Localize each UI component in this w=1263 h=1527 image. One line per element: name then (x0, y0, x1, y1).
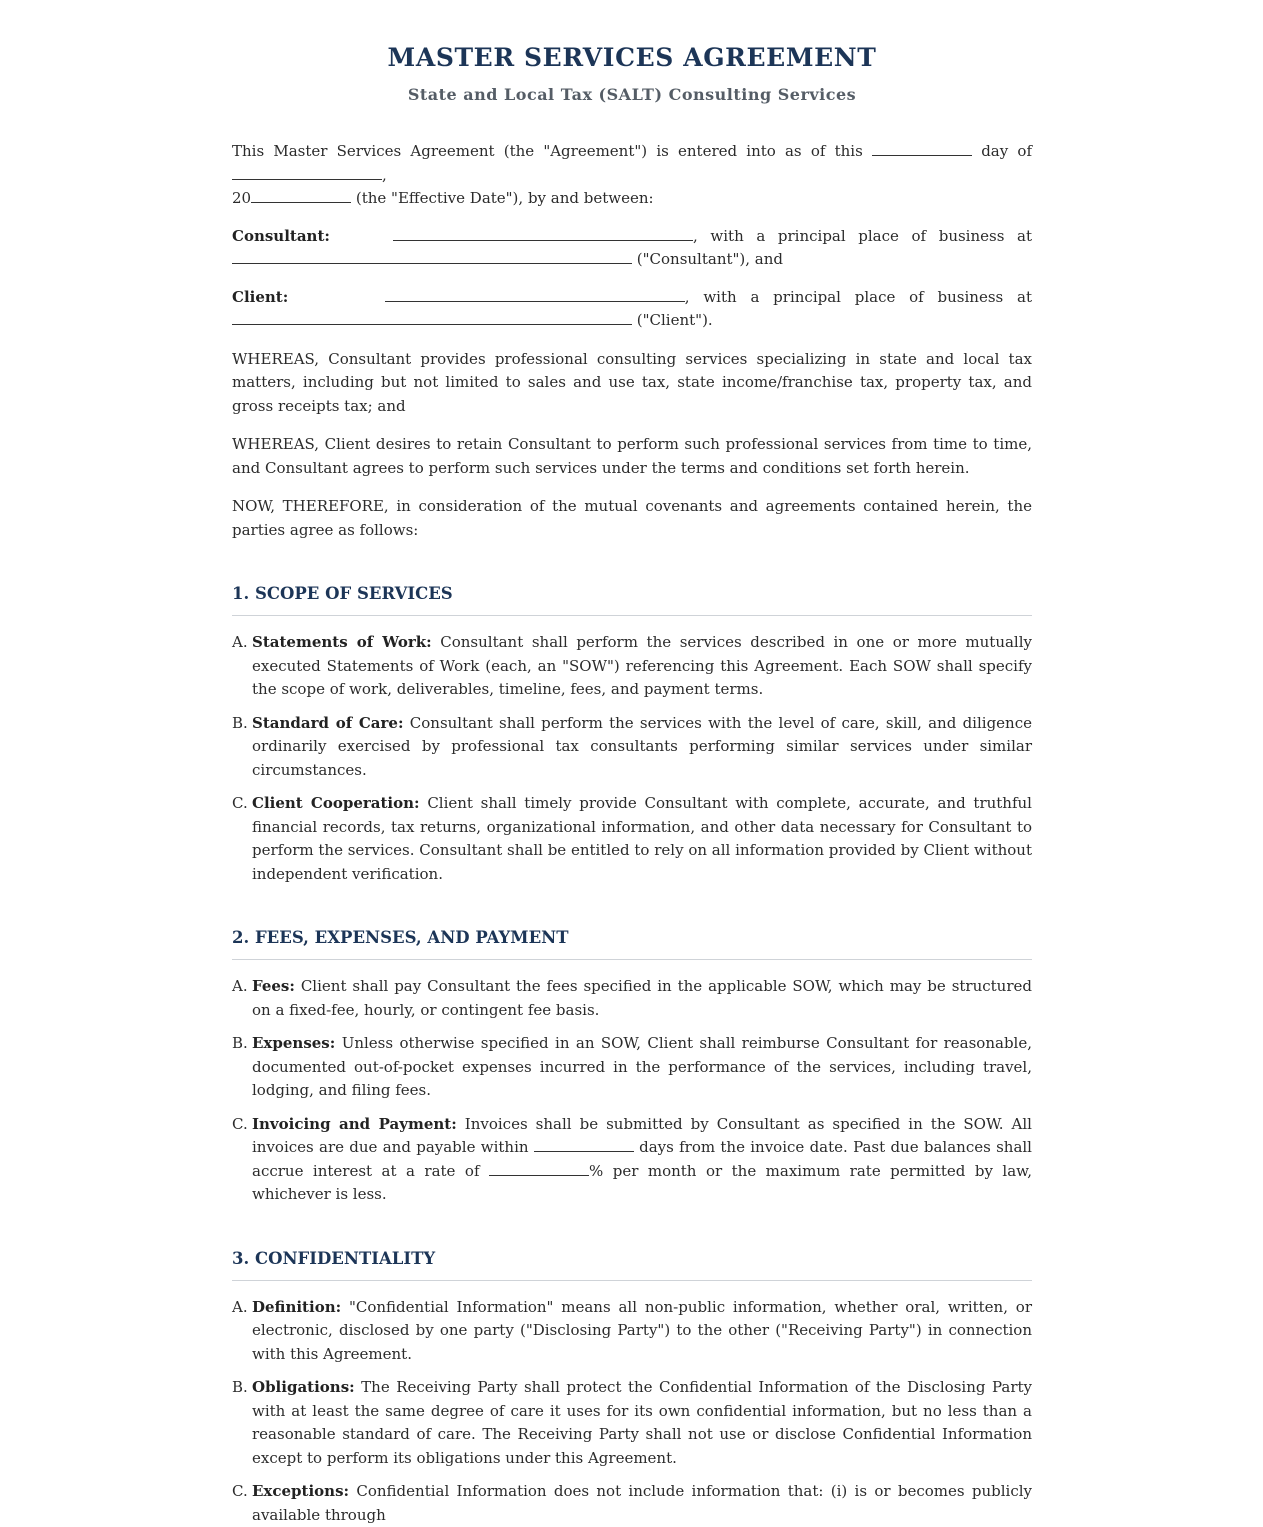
clause-letter: A. (232, 975, 248, 999)
clause-term: Statements of Work: (252, 633, 432, 651)
section-heading: 2. FEES, EXPENSES, AND PAYMENT (232, 926, 1032, 960)
clause-text: days from the invoice date. Past due balances shall accrue interest at a rate of (252, 1138, 1032, 1180)
consultant-party (232, 225, 1032, 272)
clause-text: "Confidential Information" means all non-public information, whether oral, written, or electronic, disclosed by one party ("Disclosing Party") to the other ("Receiving Party") in connection with this Agreement. (252, 1298, 1032, 1363)
intro-text: day of (981, 142, 1032, 160)
intro-text: This Master Services Agreement (the "Agreement") is entered into as of this (232, 142, 863, 160)
clause-item (232, 975, 1032, 1022)
clause-text: Invoices shall be submitted by Consultant as specified in the SOW. All invoices are due and payable within (252, 1115, 1032, 1157)
consultant-label: Consultant: (232, 227, 330, 245)
clause-text: Client shall timely provide Consultant with complete, accurate, and truthful financial records, tax returns, organizational information, and other data necessary for Consultant to perform the services. Consultant shall be entitled to rely on all information provided by Client without independent verification. (252, 794, 1032, 883)
clause-list (232, 1296, 1032, 1527)
clause-term: Standard of Care: (252, 714, 404, 732)
clause-term: Fees: (252, 977, 295, 995)
clause-item (232, 1376, 1032, 1470)
clause-item (232, 631, 1032, 702)
recital-paragraph: WHEREAS, Consultant provides professional consulting services specializing in state and local tax matters, including but not limited to sales and use tax, state income/franchise tax, property tax, and gross receipts tax; and (232, 348, 1032, 419)
client-address-blank (232, 310, 632, 325)
clause-item (232, 1296, 1032, 1367)
clause-text: Client shall pay Consultant the fees specified in the applicable SOW, which may be structured on a fixed-fee, hourly, or contingent fee basis. (252, 977, 1032, 1019)
consultant-name-blank (393, 226, 693, 241)
clause-item (232, 792, 1032, 886)
clause-text: The Receiving Party shall protect the Confidential Information of the Disclosing Party with at least the same degree of care it uses for its own confidential information, but no less than a reasonable standard of care. The Receiving Party shall not use or disclose Confidential Information except to perform its obligations under this Agreement. (252, 1378, 1032, 1467)
consultant-address-blank (232, 249, 632, 264)
recital-paragraph: NOW, THEREFORE, in consideration of the mutual covenants and agreements contained herein, the parties agree as follows: (232, 495, 1032, 542)
clause-text: Unless otherwise specified in an SOW, Client shall reimburse Consultant for reasonable, documented out-of-pocket expenses incurred in the performance of the services, including travel, lodging, and filing fees. (252, 1034, 1032, 1099)
clause-item (232, 1032, 1032, 1103)
section-heading: 3. CONFIDENTIALITY (232, 1247, 1032, 1281)
clause-letter: A. (232, 1296, 248, 1320)
intro-text: 20 (232, 189, 251, 207)
client-label: Client: (232, 288, 288, 306)
clause-term: Expenses: (252, 1034, 335, 1052)
clause-term: Client Cooperation: (252, 794, 420, 812)
client-name-blank (385, 287, 685, 302)
consultant-text: , with a principal place of business at (693, 227, 1032, 245)
clause-text: % per month or the maximum rate permitted by law, whichever is less. (252, 1162, 1032, 1204)
clause-text: Consultant shall perform the services described in one or more mutually executed Statements of Work (each, an "SOW") referencing this Agreement. Each SOW shall specify the scope of work, deliverables, timeline, fees, and payment terms. (252, 633, 1032, 698)
clause-item (232, 712, 1032, 783)
clause-text: Confidential Information does not include information that: (i) is or becomes publicly available through (252, 1482, 1032, 1524)
recital-paragraph: WHEREAS, Client desires to retain Consultant to perform such professional services from time to time, and Consultant agrees to perform such services under the terms and conditions set forth herein. (232, 433, 1032, 480)
clause-term: Obligations: (252, 1378, 355, 1396)
client-text: ("Client"). (637, 311, 713, 329)
agreement-page (232, 0, 1032, 1527)
day-blank (872, 141, 972, 156)
intro-text: (the "Effective Date"), by and between: (356, 189, 654, 207)
year-blank (251, 188, 351, 203)
month-blank (232, 165, 382, 180)
clause-item (232, 1480, 1032, 1527)
client-party (232, 286, 1032, 333)
document-subtitle: State and Local Tax (SALT) Consulting Services (232, 84, 1032, 106)
payment-days-blank (534, 1137, 634, 1152)
clause-term: Definition: (252, 1298, 341, 1316)
clause-letter: C. (232, 792, 248, 816)
section-heading: 1. SCOPE OF SERVICES (232, 582, 1032, 616)
clause-term: Exceptions: (252, 1482, 349, 1500)
clause-list (232, 975, 1032, 1207)
clause-letter: B. (232, 1376, 248, 1400)
clause-letter: A. (232, 631, 248, 655)
intro-text: , (382, 166, 387, 184)
clause-item (232, 1113, 1032, 1207)
clause-letter: C. (232, 1113, 248, 1137)
clause-term: Invoicing and Payment: (252, 1115, 457, 1133)
clause-letter: C. (232, 1480, 248, 1504)
clause-letter: B. (232, 712, 248, 736)
client-text: , with a principal place of business at (685, 288, 1032, 306)
consultant-text: ("Consultant"), and (637, 250, 783, 268)
interest-rate-blank (489, 1161, 589, 1176)
document-title: MASTER SERVICES AGREEMENT (232, 42, 1032, 74)
intro-paragraph (232, 140, 1032, 211)
clause-list (232, 631, 1032, 886)
clause-text: Consultant shall perform the services with the level of care, skill, and diligence ordinarily exercised by professional tax consultants performing similar services under similar circumstances. (252, 714, 1032, 779)
clause-letter: B. (232, 1032, 248, 1056)
